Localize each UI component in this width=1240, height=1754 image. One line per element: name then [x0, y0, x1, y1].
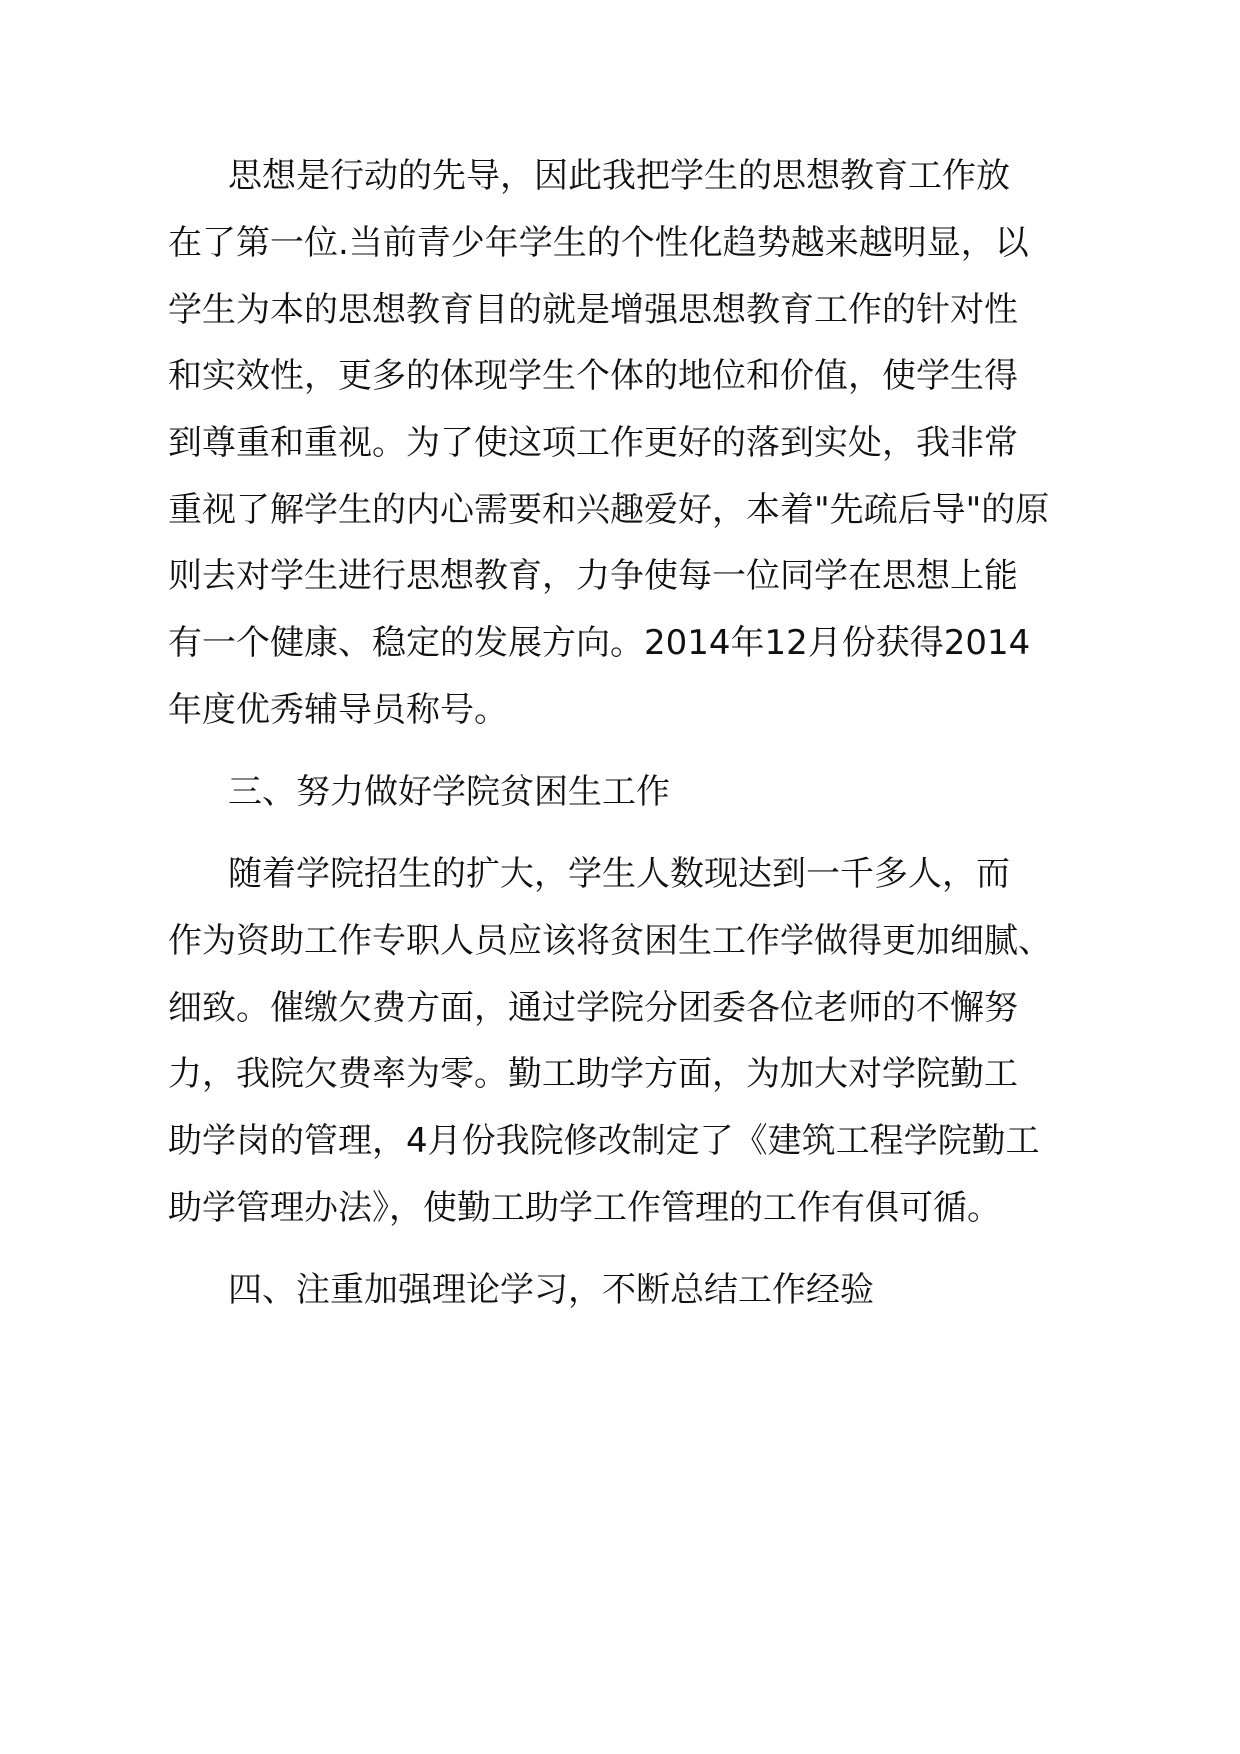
- paragraph-2-line-2: 作为资助工作专职人员应该将贫困生工作学做得更加细腻、: [168, 921, 1052, 961]
- paragraph-1-line-2: 在了第一位.当前青少年学生的个性化趋势越来越明显，以: [168, 223, 1029, 263]
- paragraph-1-line-5: 到尊重和重视。为了使这项工作更好的落到实处，我非常: [168, 423, 1018, 463]
- paragraph-2-line-1: 随着学院招生的扩大，学生人数现达到一千多人，而: [228, 854, 1010, 894]
- paragraph-1-line-3: 学生为本的思想教育目的就是增强思想教育工作的针对性: [168, 290, 1018, 330]
- section-heading-3: 三、努力做好学院贫困生工作: [228, 772, 670, 812]
- paragraph-2-line-5: 助学岗的管理，4月份我院修改制定了《建筑工程学院勤工: [168, 1121, 1040, 1161]
- paragraph-1-line-7: 则去对学生进行思想教育，力争使每一位同学在思想上能: [168, 556, 1018, 596]
- paragraph-1-line-6: 重视了解学生的内心需要和兴趣爱好，本着"先疏后导"的原: [168, 490, 1050, 530]
- paragraph-1-line-4: 和实效性，更多的体现学生个体的地位和价值，使学生得: [168, 356, 1018, 396]
- paragraph-1-line-8: 有一个健康、稳定的发展方向。2014年12月份获得2014: [168, 623, 1031, 663]
- section-heading-4: 四、注重加强理论学习，不断总结工作经验: [228, 1270, 874, 1310]
- paragraph-1-line-9: 年度优秀辅导员称号。: [168, 690, 508, 730]
- paragraph-2-line-3: 细致。催缴欠费方面，通过学院分团委各位老师的不懈努: [168, 988, 1018, 1028]
- paragraph-2-line-4: 力，我院欠费率为零。勤工助学方面，为加大对学院勤工: [168, 1054, 1018, 1094]
- paragraph-1-line-1: 思想是行动的先导，因此我把学生的思想教育工作放: [228, 156, 1010, 196]
- paragraph-2-line-6: 助学管理办法》，使勤工助学工作管理的工作有俱可循。: [168, 1188, 1001, 1228]
